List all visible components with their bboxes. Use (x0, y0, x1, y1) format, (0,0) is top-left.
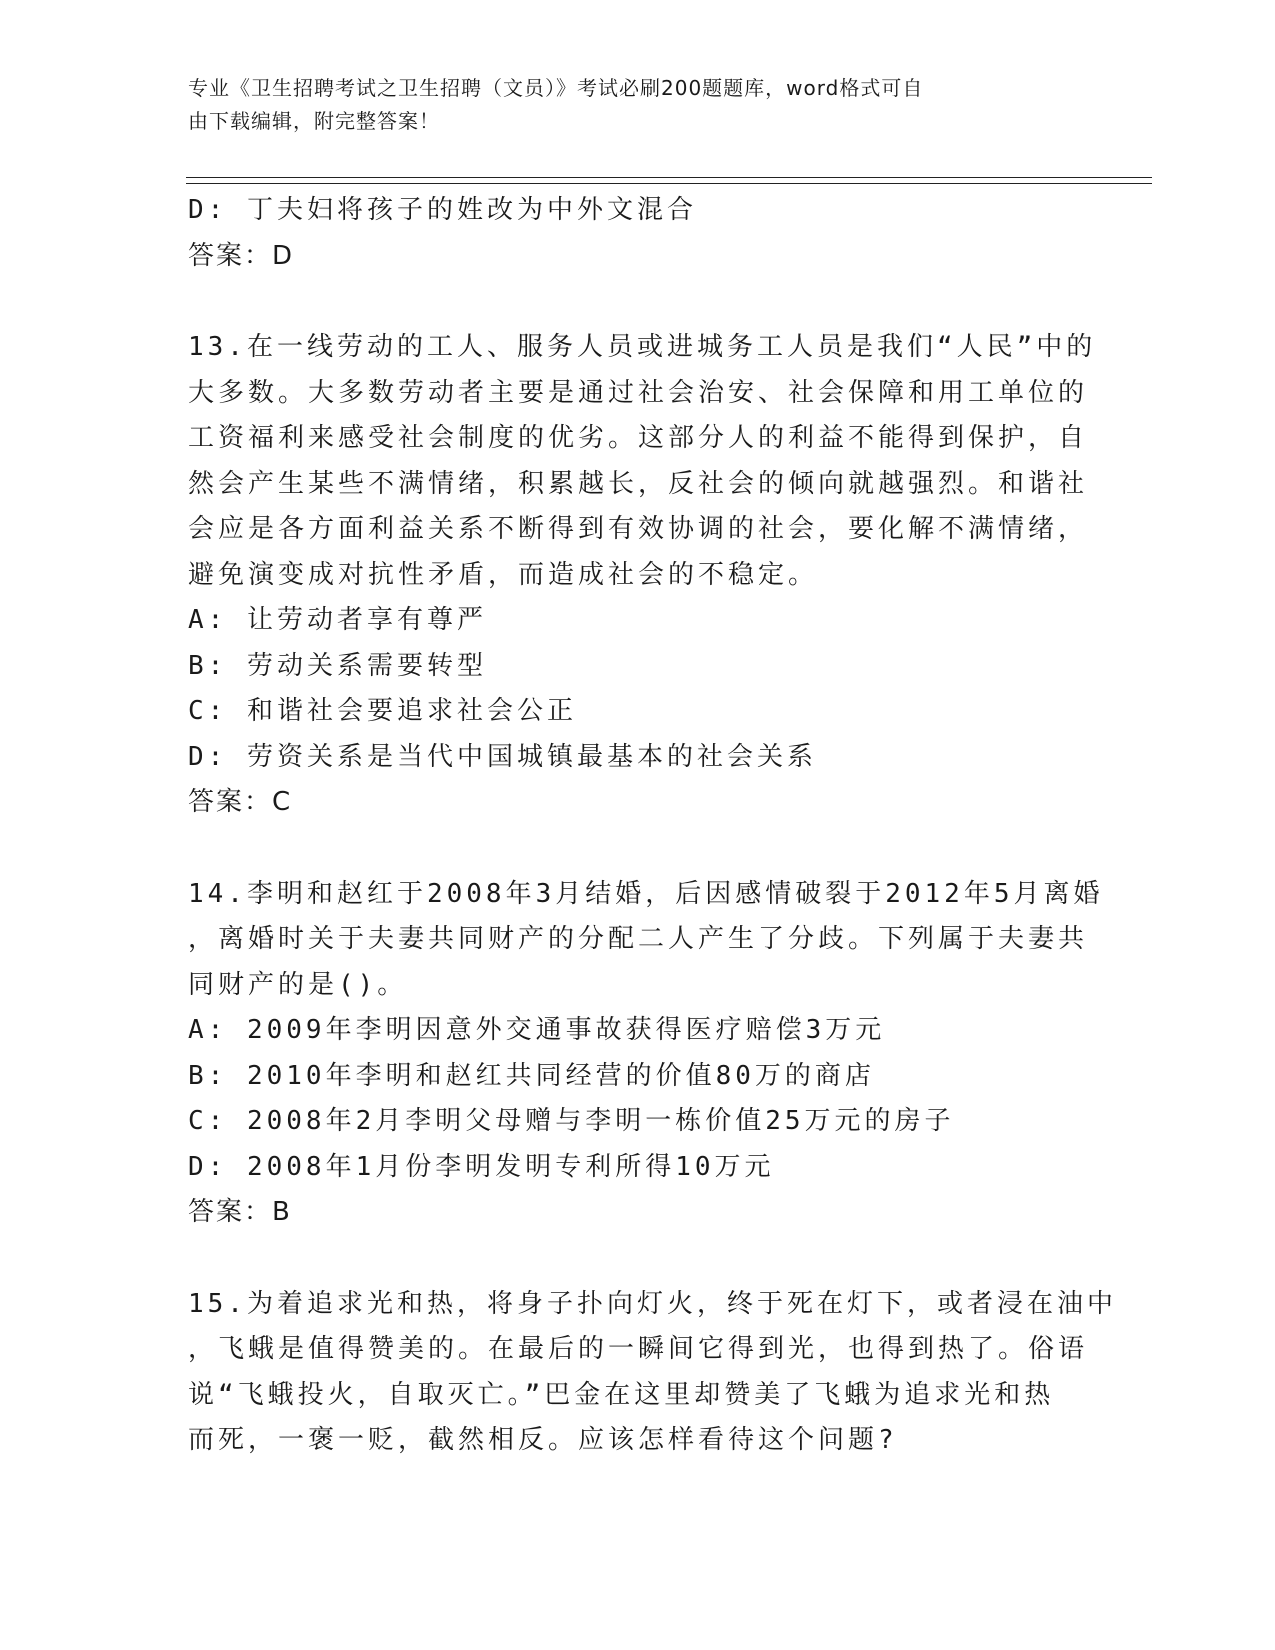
option-a: A: 让劳动者享有尊严 (188, 605, 487, 635)
question-text-line: 说“飞蛾投火，自取灭亡。”巴金在这里却赞美了飞蛾为追求光和热 (188, 1379, 1055, 1410)
previous-question-tail (188, 188, 1088, 279)
question-text-line: 然会产生某些不满情绪，积累越长，反社会的倾向就越强烈。和谐社 (188, 468, 1089, 499)
option-d: D: 丁夫妇将孩子的姓改为中外文混合 (188, 195, 697, 225)
option-d: D: 2008年1月份李明发明专利所得10万元 (188, 1151, 775, 1182)
header-line-1: 专业《卫生招聘考试之卫生招聘（文员）》考试必刷200题题库，word格式可自 (188, 76, 924, 100)
header-line-2: 由下载编辑，附完整答案！ (188, 109, 440, 133)
question-text-line: 会应是各方面利益关系不断得到有效协调的社会，要化解不满情绪， (188, 514, 1089, 544)
document-body (188, 188, 1117, 1464)
question-text-line: ，离婚时关于夫妻共同财产的分配二人产生了分歧。下列属于夫妻共 (188, 924, 1089, 954)
option-c: C: 2008年2月李明父母赠与李明一栋价值25万元的房子 (188, 1106, 955, 1136)
question-13 (188, 325, 1097, 826)
question-text-line: 同财产的是()。 (188, 969, 408, 1000)
question-15 (188, 1282, 1117, 1464)
question-text-line: 13.在一线劳动的工人、服务人员或进城务工人员是我们“人民”中的 (188, 332, 1097, 362)
option-b: B: 2010年李明和赵红共同经营的价值80万的商店 (188, 1060, 875, 1091)
answer-line: 答案：D (188, 240, 295, 271)
header-rule-bottom (186, 183, 1152, 184)
question-text-line: ，飞蛾是值得赞美的。在最后的一瞬间它得到光，也得到热了。俗语 (188, 1334, 1089, 1364)
option-c: C: 和谐社会要追求社会公正 (188, 696, 577, 726)
question-text-line: 14.李明和赵红于2008年3月结婚，后因感情破裂于2012年5月离婚 (188, 878, 1104, 909)
question-text-line: 避免演变成对抗性矛盾，而造成社会的不稳定。 (188, 559, 819, 590)
option-b: B: 劳动关系需要转型 (188, 650, 487, 681)
option-a: A: 2009年李明因意外交通事故获得医疗赔偿3万元 (188, 1015, 886, 1045)
question-text-line: 15.为着追求光和热，将身子扑向灯火，终于死在灯下，或者浸在油中 (188, 1288, 1117, 1319)
document-header (188, 72, 1068, 138)
option-d: D: 劳资关系是当代中国城镇最基本的社会关系 (188, 741, 817, 772)
question-text-line: 而死，一褒一贬，截然相反。应该怎样看待这个问题? (188, 1425, 898, 1455)
question-14 (188, 872, 1104, 1236)
header-rule-top (186, 177, 1152, 178)
answer-line: 答案：C (188, 787, 293, 817)
question-text-line: 大多数。大多数劳动者主要是通过社会治安、社会保障和用工单位的 (188, 377, 1089, 408)
question-text-line: 工资福利来感受社会制度的优劣。这部分人的利益不能得到保护，自 (188, 423, 1089, 453)
answer-line: 答案：B (188, 1197, 292, 1227)
